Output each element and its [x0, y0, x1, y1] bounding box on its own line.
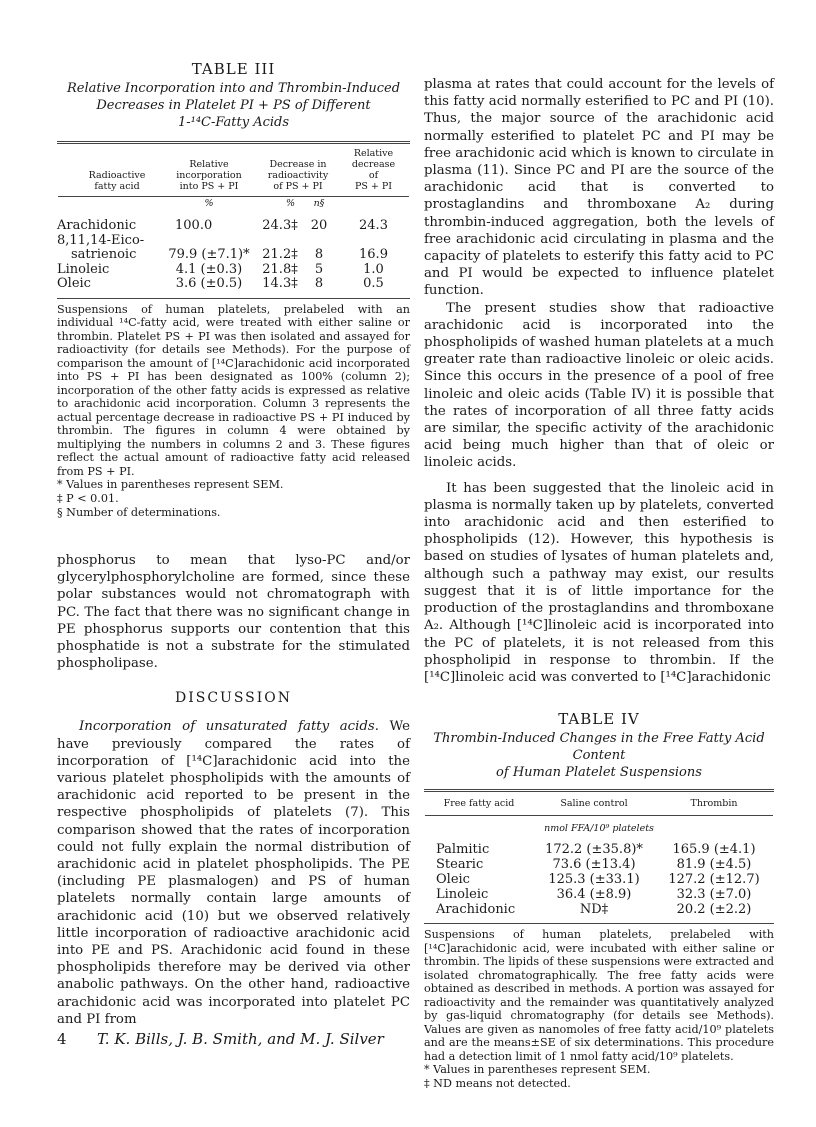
- left-column: [57, 60, 410, 1028]
- paragraph: The present studies show that radioactive arachidonic acid is incorporated into the phospholipids of washed human platelets at a much greater rate than radioactive linoleic or oleic acids. Since this occurs in the presence of a pool of free linoleic and oleic acids (Table IV) it is possible that the rates of incorporation of all three fatty acids are similar, the specific activity of the arachidonic acid being much higher than that of oleic or linoleic acids.: [424, 300, 774, 471]
- table-iii-units: % % n§: [204, 198, 325, 209]
- authors: T. K. Bills, J. B. Smith, and M. J. Silver: [97, 1030, 384, 1048]
- table-row: Oleic 3.6 (±0.5) 14.3‡ 8 0.5: [57, 276, 384, 291]
- table-iv-caption: [424, 710, 774, 781]
- right-column: [424, 76, 774, 1091]
- table-row: satrienoic 79.9 (±7.1)* 21.2‡ 8 16.9: [71, 247, 388, 262]
- page-number: 4: [57, 1030, 67, 1048]
- footnote: § Number of determinations.: [57, 506, 221, 519]
- table-iii-header: Radioactive fatty acid Relative incorporation into PS + PI Decrease in radioactivity of PS + PI Relative decrease of PS + PI: [88, 148, 396, 192]
- table-row: 8,11,14-Eico-: [57, 232, 145, 248]
- paragraph: phosphorus to mean that lyso-PC and/or glycerylphosphorylcholine are formed, since these polar substances would not chromatograph with PC. The fact that there was no significant change in PE phosphorus supports our contention that this phosphatide is not a substrate for the stimulated phospholipase.: [57, 553, 410, 672]
- table-iv-title: Thrombin-Induced Changes in the Free Fatty Acid Content of Human Platelet Suspensions: [433, 731, 765, 781]
- page-footer: [57, 1030, 384, 1048]
- table-iii-title: Relative Incorporation into and Thrombin-Induced Decreases in Platelet PI + PS of Different 1-¹⁴C-Fatty Acids: [66, 81, 401, 130]
- table-iii-caption: [57, 60, 410, 131]
- table-iv-units: nmol FFA/10⁹ platelets: [544, 823, 654, 835]
- table-iv-number: TABLE IV: [558, 710, 640, 729]
- left-body-text: [57, 552, 410, 1028]
- table-iv-header: Free fatty acid Saline control Thrombin: [443, 798, 738, 810]
- paragraph: plasma at rates that could account for the levels of this fatty acid normally esterified to PC and PI (10). Thus, the major source of the arachidonic acid normally esterified to platelet PC and PI may be free arachidonic acid which is known to circulate in plasma (11). Since PC and PI are the source of the arachidonic acid that is converted to prostaglandins and thromboxane A₂ during thrombin-induced aggregation, both the levels of free arachidonic acid circulating in plasma and the capacity of platelets to esterify this fatty acid to PC and PI would be expected to influence platelet function.: [424, 77, 774, 299]
- table-iii-number: TABLE III: [191, 60, 276, 78]
- footnote: * Values in parentheses represent SEM.: [424, 1063, 651, 1077]
- table-row: Palmitic 172.2 (±35.8)* 165.9 (±4.1): [436, 842, 756, 858]
- table-row: Arachidonic ND‡ 20.2 (±2.2): [436, 902, 752, 918]
- table-row: Arachidonic 100.0 24.3‡ 20 24.3: [57, 218, 388, 233]
- table-row: Stearic 73.6 (±13.4) 81.9 (±4.5): [436, 857, 752, 873]
- table-row: Oleic 125.3 (±33.1) 127.2 (±12.7): [436, 872, 760, 888]
- table-row: Linoleic 4.1 (±0.3) 21.8‡ 5 1.0: [57, 261, 384, 277]
- table-iii-note: Suspensions of human platelets, prelabeled with an individual ¹⁴C-fatty acid, were treated with either saline or thrombin. Platelet PS + PI was then isolated and assayed for radioactivity (for details see Methods). For the purpose of comparison the amount of [¹⁴C]arachidonic acid incorporated into PS + PI has been designated as 100% (column 2); incorporation of the other fatty acids is expressed as relative to arachidonic acid incorporation. Column 3 represents the actual percentage decrease in radioactive PS + PI induced by thrombin. The figures in column 4 were obtained by multiplying the numbers in columns 2 and 3. These figures reflect the actual amount of radioactive fatty acid released from PS + PI.: [57, 302, 410, 478]
- footnote: ‡ P < 0.01.: [57, 492, 119, 505]
- footnote: * Values in parentheses represent SEM.: [57, 478, 284, 491]
- right-body-text: [424, 76, 774, 686]
- table-iii: [57, 148, 410, 292]
- table-iv: [424, 798, 774, 917]
- table-row: Linoleic 36.4 (±8.9) 32.3 (±7.0): [436, 887, 752, 903]
- paragraph: Incorporation of unsaturated fatty acids. We have previously compared the rates of incorporation of [¹⁴C]arachidonic acid into the various platelet phospholipids with the amounts of arachidonic acid reported to be present in the respective phospholipids of platelets (7). This comparison showed that the rates of incorporation could not fully explain the normal distribution of arachidonic acid in platelet phospholipids. The PE (including PE plasmalogen) and PS of human platelets normally contain large amounts of arachidonic acid (10) but we observed relatively little incorporation of radioactive arachidonic acid into PE and PS. Arachidonic acid found in these phospholipids therefore may be derived via other anabolic pathways. On the other hand, radioactive arachidonic acid was incorporated into platelet PC and PI from: [57, 719, 410, 1027]
- footnote: ‡ ND means not detected.: [424, 1077, 571, 1091]
- paragraph: It has been suggested that the linoleic acid in plasma is normally taken up by platelets, converted into arachidonic acid and then esterified to phospholipids (12). However, this hypothesis is based on studies of lysates of human platelets and, although such a pathway may exist, our results suggest that it is of little importance for the production of the prostaglandins and thromboxane A₂. Although [¹⁴C]linoleic acid is incorporated into the PC of platelets, it is not released from this phospholipid in response to thrombin. If the [¹⁴C]linoleic acid was converted to [¹⁴C]arachidonic: [424, 480, 774, 685]
- section-heading: DISCUSSION: [174, 690, 293, 707]
- table-iv-note: Suspensions of human platelets, prelabeled with [¹⁴C]arachidonic acid, were incubated with either saline or thrombin. The lipids of these suspensions were extracted and isolated chromatographically. The free fatty acids were obtained as described in methods. A portion was assayed for radioactivity and the remainder was quantitatively analyzed by gas-liquid chromatography (for details see Methods). Values are given as nanomoles of free fatty acid/10⁹ platelets and are the means±SE of six determinations. This procedure had a detection limit of 1 nmol fatty acid/10⁹ platelets.: [424, 928, 774, 1063]
